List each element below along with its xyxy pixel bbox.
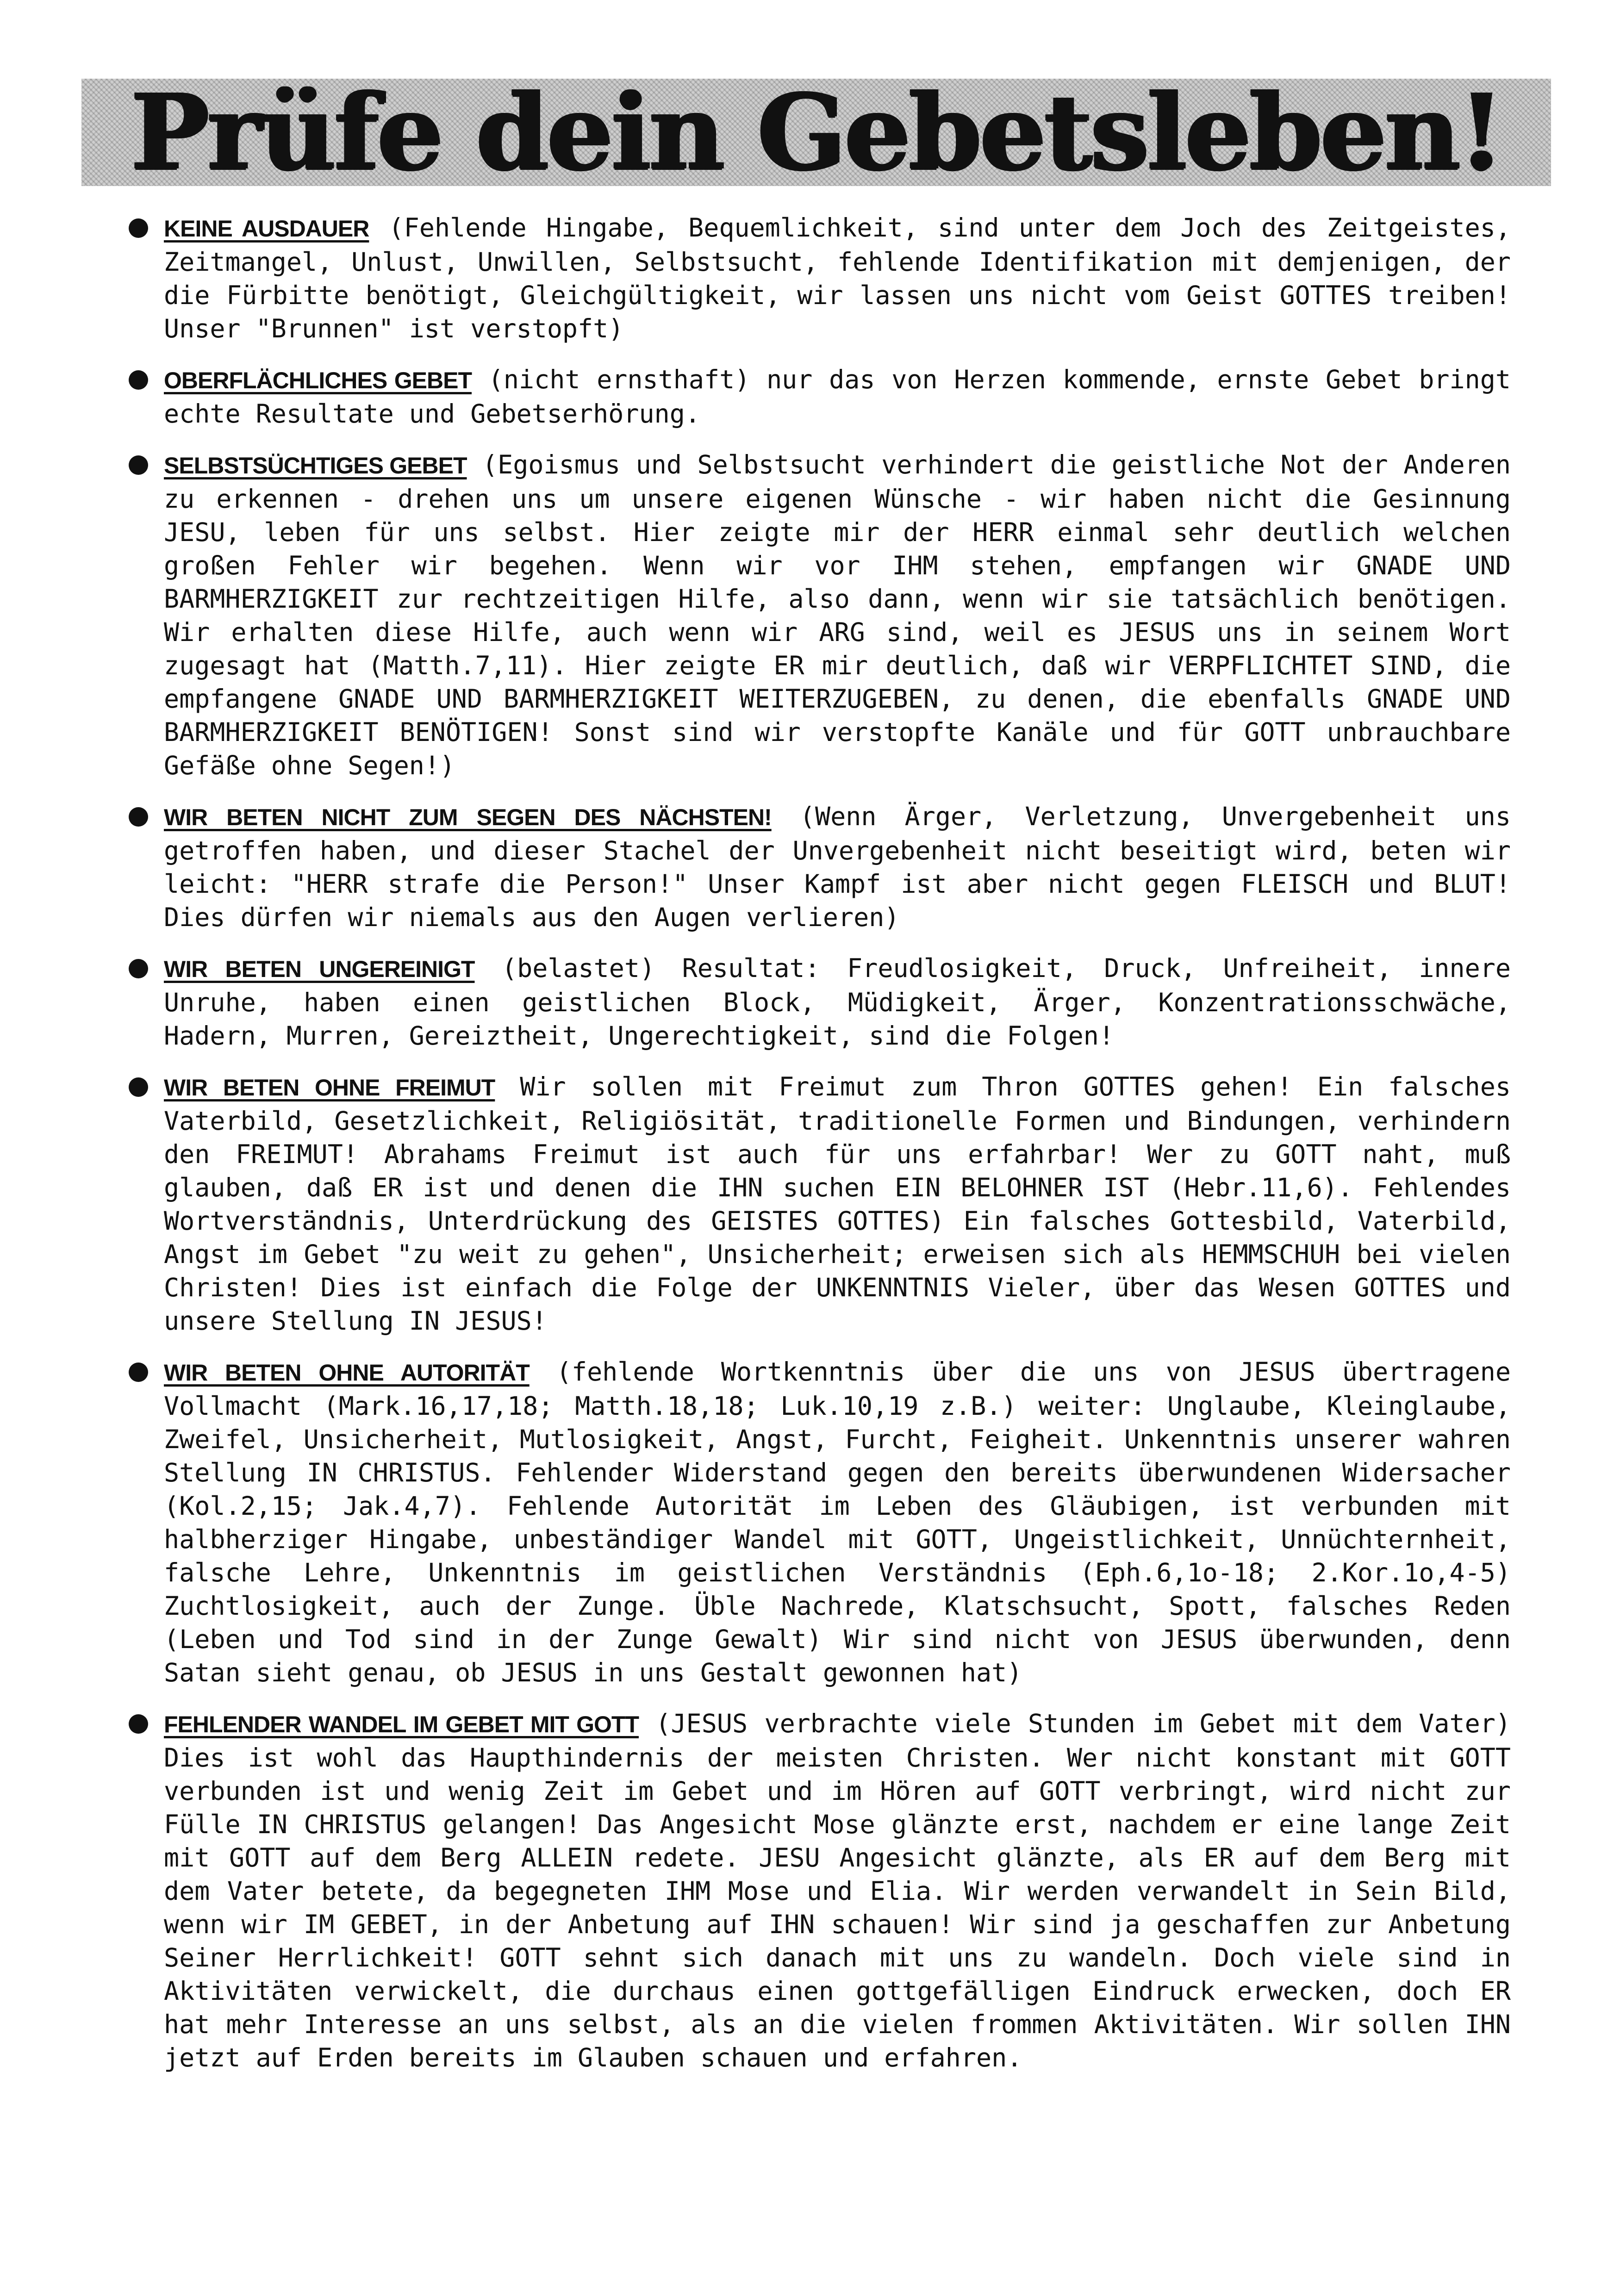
section-text: (JESUS verbrachte viele Stunden im Gebet mit dem Vater) Dies ist wohl das Haupthindernis der meisten Christen. Wer nicht konstant mit GOTT verbunden ist und wenig Zeit im Gebet und im Hören auf GOTT verbringt, wird nicht zur Fülle IN CHRISTUS gelangen! Das Angesicht Mose glänzte erst, nachdem er eine lange Zeit mit GOTT auf dem Berg ALLEIN redete. JESU Angesicht glänzte, als ER auf dem Berg mit dem Vater betete, da begegneten IHM Mose und Elia. Wir werden verwandelt in Sein Bild, wenn wir IM GEBET, in der Anbetung auf IHN schauen! Wir sind ja geschaffen zur Anbetung Seiner Herrlichkeit! GOTT sehnt sich danach mit uns zu wandeln. Doch viele sind in Aktivitäten verwickelt, die durchaus einen gottgefälligen Eindruck erwecken, doch ER hat mehr Interesse an uns selbst, als an die vielen frommen Aktivitäten. Wir sollen IHN jetzt auf Erden bereits im Glauben schauen und erfahren.: [164, 1709, 1511, 2072]
section-heading: FEHLENDER WANDEL IM GEBET MIT GOTT: [164, 1711, 639, 1737]
section-ungereinigt: [124, 952, 1511, 1052]
section-heading: SELBSTSÜCHTIGES GEBET: [164, 453, 467, 479]
section-segen-des-naechsten: [124, 800, 1511, 934]
bullet-icon: [129, 218, 148, 238]
section-heading: KEINE AUSDAUER: [164, 216, 369, 242]
section-text: (Wenn Ärger, Verletzung, Unvergebenheit uns getroffen haben, und dieser Stachel der Unvergebenheit nicht beseitigt wird, beten wir leicht: "HERR strafe die Person!" Unser Kampf ist aber nicht gegen FLEISCH und BLUT! Dies dürfen wir niemals aus den Augen verlieren): [164, 802, 1511, 932]
section-ohne-autoritaet: [124, 1355, 1511, 1689]
bullet-icon: [129, 1714, 148, 1734]
section-oberflaechliches-gebet: [124, 363, 1511, 430]
section-fehlender-wandel: [124, 1707, 1511, 2074]
section-text: (Fehlende Hingabe, Bequemlichkeit, sind unter dem Joch des Zeitgeistes, Zeitmangel, Unlust, Unwillen, Selbstsucht, fehlende Identifikation mit demjenigen, der die Fürbitte benötigt, Gleichgültigkeit, wir lassen uns nicht vom Geist GOTTES treiben! Unser "Brunnen" ist verstopft): [164, 213, 1511, 343]
document-body: [124, 211, 1511, 2092]
section-text: (nicht ernsthaft) nur das von Herzen kommende, ernste Gebet bringt echte Resultate und Gebetserhörung.: [164, 365, 1511, 429]
section-heading: WIR BETEN NICHT ZUM SEGEN DES NÄCHSTEN!: [164, 804, 772, 830]
section-text: (Egoismus und Selbstsucht verhindert die geistliche Not der Anderen zu erkennen - drehen uns um unsere eigenen Wünsche - wir haben nicht die Gesinnung JESU, leben für uns selbst. Hier zeigte mir der HERR einmal sehr deutlich welchen großen Fehler wir begehen. Wenn wir vor IHM stehen, empfangen wir GNADE UND BARMHERZIGKEIT zur rechtzeitigen Hilfe, also dann, wenn wir sie tatsächlich benötigen. Wir erhalten diese Hilfe, auch wenn wir ARG sind, weil es JESUS uns in seinem Wort zugesagt hat (Matth.7,11). Hier zeigte ER mir deutlich, daß wir VERPFLICHTET SIND, die empfangene GNADE UND BARMHERZIGKEIT WEITERZUGEBEN, zu denen, die ebenfalls GNADE UND BARMHERZIGKEIT BENÖTIGEN! Sonst sind wir verstopfte Kanäle und für GOTT unbrauchbare Gefäße ohne Segen!): [164, 450, 1511, 780]
bullet-icon: [129, 455, 148, 475]
bullet-icon: [129, 1363, 148, 1382]
section-text: Wir sollen mit Freimut zum Thron GOTTES gehen! Ein falsches Vaterbild, Gesetzlichkeit, Religiösität, traditionelle Formen und Bindungen, verhindern den FREIMUT! Abrahams Freimut ist auch für uns erfahrbar! Wer zu GOTT naht, muß glauben, daß ER ist und denen die IHN suchen EIN BELOHNER IST (Hebr.11,6). Fehlendes Wortverständnis, Unterdrückung des GEISTES GOTTES) Ein falsches Gottesbild, Vaterbild, Angst im Gebet "zu weit zu gehen", Unsicherheit; erweisen sich als HEMMSCHUH bei vielen Christen! Dies ist einfach die Folge der UNKENNTNIS Vieler, über das Wesen GOTTES und unsere Stellung IN JESUS!: [164, 1072, 1511, 1336]
section-heading: WIR BETEN UNGEREINIGT: [164, 956, 475, 982]
section-text: (belastet) Resultat: Freudlosigkeit, Druck, Unfreiheit, innere Unruhe, haben einen geistlichen Block, Müdigkeit, Ärger, Konzentrationsschwäche, Hadern, Murren, Gereiztheit, Ungerechtigkeit, sind die Folgen!: [164, 953, 1511, 1051]
bullet-icon: [129, 959, 148, 978]
section-text: (fehlende Wortkenntnis über die uns von JESUS übertragene Vollmacht (Mark.16,17,18; Matth.18,18; Luk.10,19 z.B.) weiter: Unglaube, Kleinglaube, Zweifel, Unsicherheit, Mutlosigkeit, Angst, Furcht, Feigheit. Unkenntnis unserer wahren Stellung IN CHRISTUS. Fehlender Widerstand gegen den bereits überwundenen Widersacher (Kol.2,15; Jak.4,7). Fehlende Autorität im Leben des Gläubigen, ist verbunden mit halbherziger Hingabe, unbeständiger Wandel mit GOTT, Ungeistlichkeit, Unnüchternheit, falsche Lehre, Unkenntnis im geistlichen Verständnis (Eph.6,1o-18; 2.Kor.1o,4-5) Zuchtlosigkeit, auch der Zunge. Üble Nachrede, Klatschsucht, Spott, falsches Reden (Leben und Tod sind in der Zunge Gewalt) Wir sind nicht von JESUS überwunden, denn Satan sieht genau, ob JESUS in uns Gestalt gewonnen hat): [164, 1357, 1511, 1687]
section-heading: WIR BETEN OHNE AUTORITÄT: [164, 1360, 530, 1386]
bullet-icon: [129, 370, 148, 390]
section-ohne-freimut: [124, 1070, 1511, 1338]
section-keine-ausdauer: [124, 211, 1511, 345]
section-heading: WIR BETEN OHNE FREIMUT: [164, 1075, 495, 1101]
section-selbstsuechtiges-gebet: [124, 448, 1511, 782]
bullet-icon: [129, 1077, 148, 1097]
title-banner: [81, 79, 1551, 186]
bullet-icon: [129, 807, 148, 827]
section-heading: OBERFLÄCHLICHES GEBET: [164, 367, 472, 393]
page-title: Prüfe dein Gebetsleben!: [130, 79, 1502, 186]
